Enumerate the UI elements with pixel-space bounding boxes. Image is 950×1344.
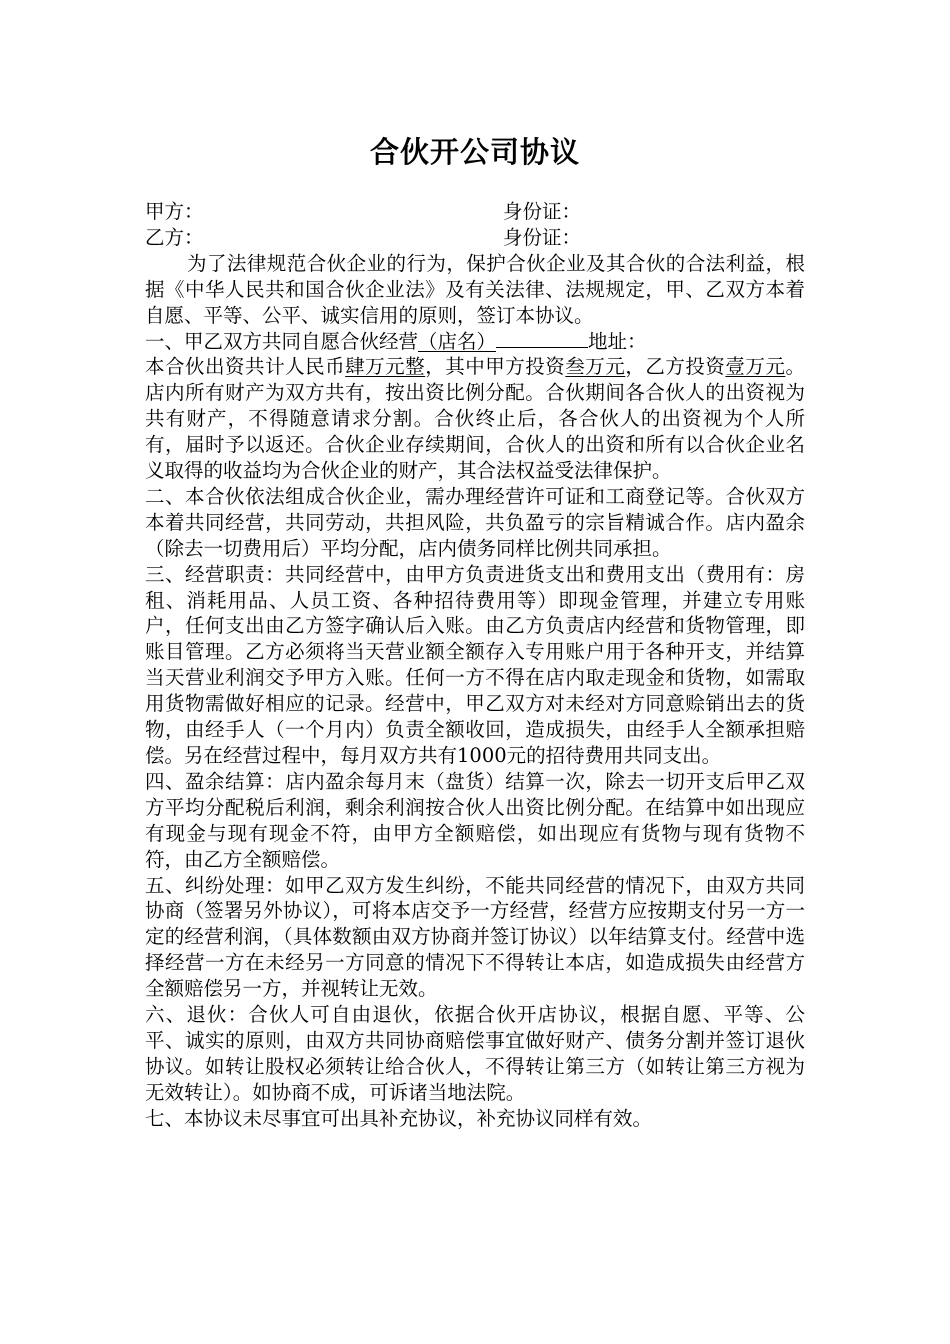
total-investment: 肆万元整: [345, 355, 426, 379]
party-b-row: [145, 225, 805, 251]
document-title: 合伙开公司协议: [369, 135, 580, 169]
clause-3-paragraph: 三、经营职责：共同经营中，由甲方负责进货支出和费用支出（费用有：房租、消耗用品、人员工资、各种招待费用等）即现金管理，并建立专用账户，任何支出由乙方签字确认后入账。由乙方负责店内经营和货物管理，即账目管理。乙方必须将当天营业额全额存入专用账户用于各种开支，并结算当天营业利润交予甲方入账。任何一方不得在店内取走现金和货物，如需取用货物需做好相应的记录。经营中，甲乙双方对未经对方同意赊销出去的货物，由经手人（一个月内）负责全额收回，造成损失，由经手人全额承担赔偿。另在经营过程中，每月双方共有1000元的招待费用共同支出。: [145, 562, 805, 767]
preamble-paragraph: 为了法律规范合伙企业的行为，保护合伙企业及其合伙的合法利益，根据《中华人民共和国合伙企业法》及有关法律、法规规定，甲、乙双方本着自愿、平等、公平、诚实信用的原则，签订本协议。: [145, 251, 805, 327]
shop-name-field: （店名）: [418, 329, 497, 353]
party-a-investment: 叁万元: [565, 355, 626, 379]
clause-1-heading: [145, 329, 805, 355]
clause-7-paragraph: 七、本协议未尽事宜可出具补充协议，补充协议同样有效。: [145, 1106, 653, 1130]
party-a-id-label: 身份证：: [503, 200, 582, 223]
clause-1-body: [145, 354, 805, 484]
clause-4-paragraph: 四、盈余结算：店内盈余每月末（盘货）结算一次，除去一切开支后甲乙双方平均分配税后利润，剩余利润按合伙人出资比例分配。在结算中如出现应有现金与现有现金不符，由甲方全额赔偿，如出现应有货物与现有货物不符，由乙方全额赔偿。: [145, 769, 805, 871]
clause-1-t1: 本合伙出资共计人民币: [145, 355, 346, 379]
clause-1-t3: ，乙方投资: [625, 355, 726, 379]
clause-6-paragraph: 六、退伙：合伙人可自由退伙，依据合伙开店协议，根据自愿、平等、公平、诚实的原则，由双方共同协商赔偿事宜做好财产、债务分割并签订退伙协议。如转让股权必须转让给合伙人，不得转让第三方（如转让第三方视为无效转让）。如协商不成，可诉诸当地法院。: [145, 1003, 805, 1104]
party-b-id-label: 身份证：: [503, 225, 582, 249]
party-a-row: [145, 199, 805, 225]
clause-1-t4: 。店内所有财产为双方共有，按出资比例分配。合伙期间各合伙人的出资视为共有财产，不得随意请求分割。合伙终止后，各合伙人的出资视为个人所有，届时予以返还。合伙企业存续期间，合伙人的出资和所有以合伙企业名义取得的收益均为合伙企业的财产，其合法权益受法律保护。: [145, 355, 805, 483]
document-body: [145, 199, 805, 1132]
party-a-label: 甲方：: [145, 200, 204, 223]
clause-5-paragraph: 五、纠纷处理：如甲乙双方发生纠纷，不能共同经营的情况下，由双方共同协商（签署另外协议），可将本店交予一方经营，经营方应按期支付另一方一定的经营利润，（具体数额由双方协商并签订协议）以年结算支付。经营中选择经营一方在未经另一方同意的情况下不得转让本店，如造成损失由经营方全额赔偿另一方，并视转让无效。: [145, 873, 805, 1001]
clause-1-head-text: 一、甲乙双方共同自愿合伙经营: [145, 329, 419, 353]
clause-2-paragraph: 二、本合伙依法组成合伙企业，需办理经营许可证和工商登记等。合伙双方本着共同经营，共同劳动，共担风险，共负盈亏的宗旨精诚合作。店内盈余（除去一切费用后）平均分配，店内债务同样比例共同承担。: [145, 484, 805, 560]
shop-name-blank: [496, 329, 588, 348]
address-label: 地址：: [588, 329, 647, 353]
party-b-label: 乙方：: [145, 225, 204, 249]
party-b-investment: 壹万元: [725, 355, 786, 379]
clause-1-t2: ，其中甲方投资: [425, 355, 566, 379]
